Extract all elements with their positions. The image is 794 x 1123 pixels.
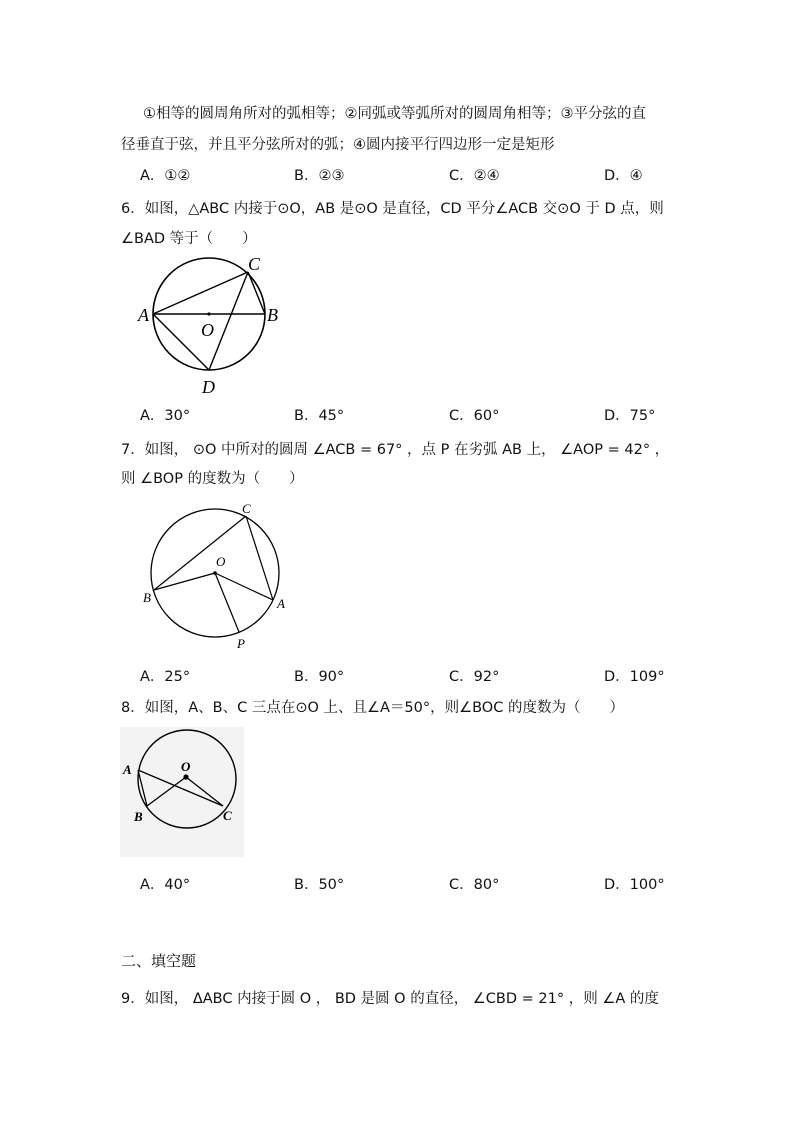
q6-circle-figure (130, 250, 300, 420)
q5-option-c[interactable]: C．②④ (449, 168, 500, 184)
q6-option-b[interactable]: B．45° (294, 408, 345, 424)
q6-statement-line-1: 6．如图，△ABC 内接于⊙O，AB 是⊙O 是直径，CD 平分∠ACB 交⊙O 于 D 点，则 (121, 201, 664, 217)
q7-label-o: O (216, 554, 226, 569)
q6-segment-cb (248, 272, 265, 314)
q7-segment-bc (154, 516, 246, 590)
q5-option-b[interactable]: B．②③ (294, 168, 345, 184)
q8-option-b[interactable]: B．50° (294, 877, 345, 893)
q5-statement-line-1: ①相等的圆周角所对的弧相等；②同弧或等弧所对的圆周角相等；③平分弦的直 (143, 106, 646, 122)
q8-figure-background (120, 727, 244, 857)
q8-center-point (183, 774, 188, 779)
q8-label-c: C (223, 808, 232, 823)
q6-label-a: A (138, 305, 149, 325)
q9-statement-line-1: 9．如图， ΔABC 内接于圆 O ， BD 是圆 O 的直径， ∠CBD = 21° ，则 ∠A 的度 (121, 991, 659, 1007)
q5-option-d[interactable]: D．④ (604, 168, 643, 184)
q8-circle-figure (120, 727, 244, 857)
q8-label-o: O (181, 759, 191, 774)
q7-segment-ob (154, 573, 215, 590)
q7-segment-ca (246, 516, 273, 600)
q6-center-point (207, 312, 210, 315)
q7-statement-line-1: 7．如图， ⊙O 中所对的圆周 ∠ACB = 67° ，点 P 在劣弧 AB 上， ∠AOP = 42° ， (121, 442, 670, 458)
q8-label-b: B (134, 809, 143, 824)
q6-label-b: B (267, 305, 278, 325)
q8-option-a[interactable]: A．40° (140, 877, 191, 893)
q7-circle-figure (138, 495, 298, 655)
q6-label-c: C (248, 254, 261, 274)
q7-label-p: P (237, 636, 245, 651)
q7-option-a[interactable]: A．25° (140, 669, 191, 685)
q7-center-point (213, 571, 217, 575)
q7-label-a: A (277, 596, 285, 611)
q7-option-b[interactable]: B．90° (294, 669, 345, 685)
q8-option-d[interactable]: D．100° (604, 877, 665, 893)
q7-statement-line-2: 则 ∠BOP 的度数为（ ） (121, 471, 304, 487)
q5-statement-line-2: 径垂直于弦，并且平分弦所对的弧；④圆内接平行四边形一定是矩形 (121, 137, 555, 153)
q7-label-b: B (143, 590, 151, 605)
q6-option-a[interactable]: A．30° (140, 408, 191, 424)
section-heading-fill-in: 二、填空题 (121, 952, 197, 970)
q6-option-c[interactable]: C．60° (449, 408, 500, 424)
q7-option-c[interactable]: C．92° (449, 669, 500, 685)
q8-option-c[interactable]: C．80° (449, 877, 500, 893)
q5-option-a[interactable]: A．①② (140, 168, 191, 184)
q7-option-d[interactable]: D．109° (604, 669, 665, 685)
q7-label-c: C (242, 501, 251, 516)
q6-statement-line-2: ∠BAD 等于（ ） (121, 231, 257, 247)
q6-label-d: D (202, 377, 215, 397)
q6-label-o: O (201, 320, 214, 340)
q8-statement-line-1: 8．如图，A、B、C 三点在⊙O 上、且∠A＝50°，则∠BOC 的度数为（ ） (121, 700, 624, 716)
q8-label-a: A (123, 762, 132, 777)
q6-option-d[interactable]: D．75° (604, 408, 656, 424)
